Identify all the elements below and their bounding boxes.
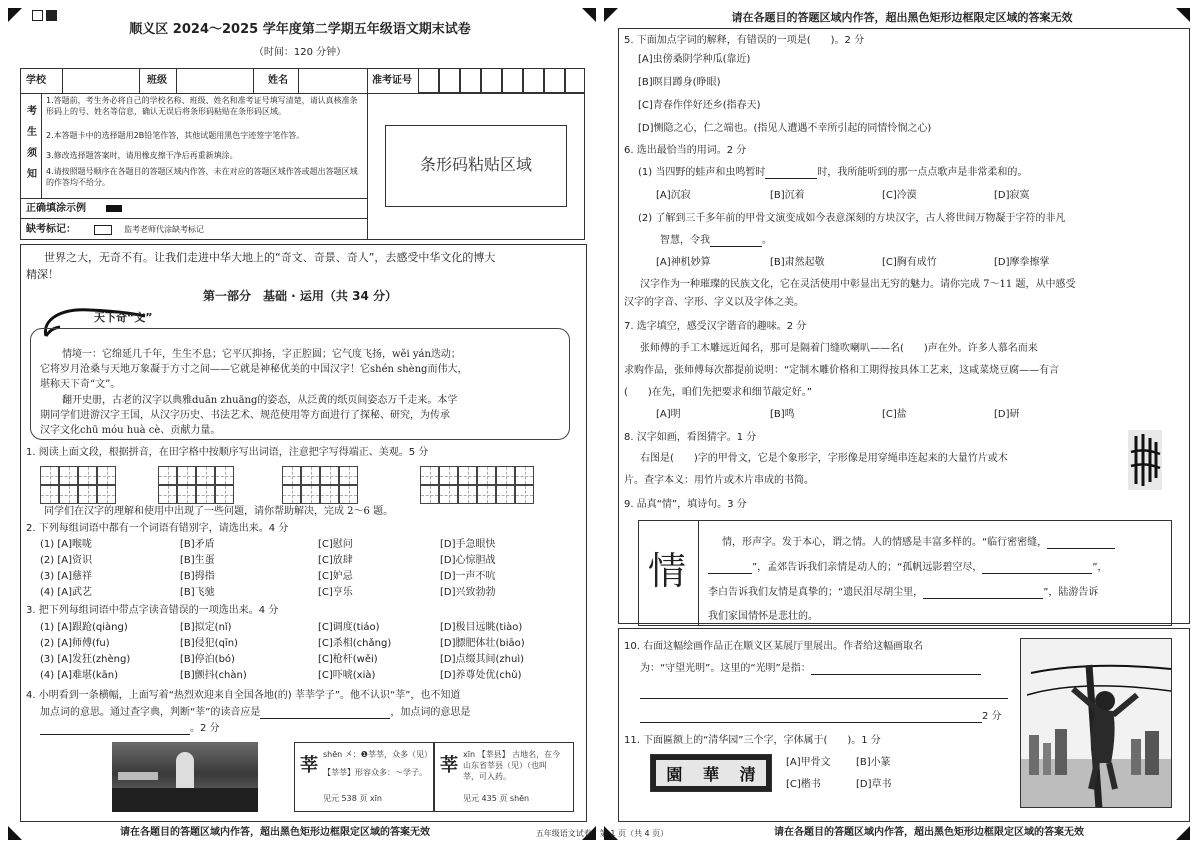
q3-opt-3d[interactable]: [D]点缀其间(zhuì) (440, 654, 525, 665)
q10-blank-2[interactable] (640, 698, 1008, 699)
dict-card-left (294, 742, 434, 812)
notice-2: 2.本答题卡中的选择题用2B铅笔作答，其他试题用黑色字迹签字笔作答。 (46, 131, 305, 140)
passage-line-5: 期同学们进游汉字王国，从汉字历史、书法艺术、规范使用等方面进行了探秘、研究，为传承 (40, 410, 450, 421)
q9-c: ”， (1092, 562, 1108, 573)
q2-opt-1a[interactable]: (1) [A]喉咙 (40, 539, 92, 550)
lineman-painting-icon (1021, 639, 1172, 808)
corner-mark-bottom-right (1176, 826, 1190, 840)
absent-checkbox[interactable] (94, 225, 112, 235)
class-field[interactable] (176, 68, 254, 93)
q2-opt-4a[interactable]: (4) [A]武艺 (40, 587, 92, 598)
dict-right-line-3: 莘，可入药。 (463, 772, 511, 781)
q10-blank-1[interactable] (811, 662, 981, 675)
notice-label-1: 考 (27, 106, 37, 117)
q4-line-2 (40, 706, 470, 719)
q9-blank-3[interactable] (923, 586, 1043, 599)
exam-time: （时间：120 分钟） (253, 47, 347, 58)
notice-3: 3.修改选择题答案时，请用橡皮擦干净后再重新填涂。 (46, 151, 238, 160)
q6-2-line-2: 智慧，令我 。 (660, 235, 772, 246)
dict-right-line-2: 山东省莘县（见）（也叫 (463, 761, 547, 770)
q2-opt-2b[interactable]: [B]生蛋 (180, 555, 215, 566)
q4-meaning-blank[interactable] (40, 722, 190, 735)
absent-note: 监考老师代涂缺考标记 (124, 225, 204, 234)
fill-example-mark (106, 205, 122, 212)
q2-opt-2d[interactable]: [D]心惊胆战 (440, 555, 496, 566)
transition-2-a: 汉字作为一种璀璨的民族文化，它在灵活使用中彰显出无穷的魅力。请你完成 7～11 题，从中感受 (640, 279, 1076, 290)
q6-2-blank[interactable] (710, 234, 762, 247)
q11-opt-a[interactable]: [A]甲骨文 (786, 757, 831, 768)
q11-opt-b[interactable]: [B]小篆 (856, 757, 891, 768)
q7-opt-a[interactable]: [A]明 (656, 409, 681, 420)
plaque-inner (656, 760, 766, 786)
passage-line-3: 堪称天下奇“文”。 (40, 379, 121, 390)
q10-line-1: 10. 右面这幅绘画作品正在顺义区某展厅里展出。作者给这幅画取名 (624, 641, 924, 652)
q9-blank-1[interactable] (1047, 536, 1115, 549)
q9-d: 李白告诉我们友情是真挚的；“遗民泪尽胡尘里， (708, 587, 924, 598)
q11-opt-c[interactable]: [C]楷书 (786, 779, 821, 790)
q7-opt-b[interactable]: [B]鸣 (770, 409, 795, 420)
q5-opt-c[interactable]: [C]青春作伴好还乡(指春天) (638, 100, 761, 111)
q2-opt-4c[interactable]: [C]亨乐 (318, 587, 353, 598)
q6-2-b: 智慧，令我 (660, 235, 710, 246)
q4-line-3 (40, 722, 220, 735)
dict-right-line-4: 见元 435 页 shēn (463, 794, 530, 803)
q9-blank-2[interactable] (982, 561, 1092, 574)
dict-left-line-2: 【莘莘】形容众多：～学子。 (323, 768, 427, 777)
dict-char-right: 莘 (440, 755, 458, 776)
q6-2-opt-a[interactable]: [A]神机妙算 (656, 257, 711, 268)
notice-1: 1.答题前，考生务必将自己的学校名称、班级、姓名和准考证号填写清楚，请认真核准条形码上的号、姓名等信息，确认无误后将条形码粘贴在条形码区域。 (46, 96, 358, 116)
q3-opt-4d[interactable]: [D]养尊处优(chǔ) (440, 670, 522, 681)
q2-opt-1c[interactable]: [C]慰问 (318, 539, 353, 550)
part1-heading: 第一部分 基础 · 运用（共 34 分） (203, 289, 397, 303)
dict-right-line-1: xīn 【莘县】 古地名，在今 (463, 750, 561, 759)
q4-reading-blank[interactable] (260, 706, 390, 719)
school-field[interactable] (62, 68, 140, 93)
q6-1-text (638, 166, 1027, 179)
q8-line-b: 片。查字本义：用竹片或木片串成的书简。 (624, 475, 814, 486)
notice-4: 4.请按照题号顺序在各题目的答题区域内作答，未在对应的答题区域作答或超出答题区域的作答均不给分。 (46, 167, 358, 187)
q9-line-1 (722, 536, 1115, 549)
q5-text: 5. 下面加点字词的解释，有错误的一项是( )。2 分 (624, 35, 865, 46)
transition-1: 同学们在汉字的理解和使用中出现了一些问题，请你帮助解决，完成 2～6 题。 (44, 506, 394, 517)
q3-opt-2b[interactable]: [B]侵犯(qīn) (180, 638, 238, 649)
info-row-divider (20, 93, 585, 94)
passage-line-1: 情境一：它绵延几千年，生生不息；它平仄抑扬，字正腔圆；它气度飞扬，wěi yán迭动； (62, 349, 461, 360)
plaque-image (650, 754, 772, 792)
q2-opt-4b[interactable]: [B]飞驰 (180, 587, 215, 598)
absent-row-divider (20, 218, 367, 219)
q3-opt-3a[interactable]: (3) [A]发狂(zhèng) (40, 654, 131, 665)
q5-opt-d[interactable]: [D]恻隐之心，仁之端也。(指见人遭遇不幸所引起的同情怜悯之心) (638, 123, 932, 134)
absent-label: 缺考标记： (26, 224, 76, 235)
q10-line-2 (640, 662, 981, 675)
q3-opt-1b[interactable]: [B]拟定(nǐ) (180, 622, 232, 633)
exam-title: 顺义区 2024～2025 学年度第二学期五年级语文期末试卷 (129, 22, 471, 37)
q3-opt-3b[interactable]: [B]停泊(bó) (180, 654, 235, 665)
plaque-char-2: 華 (702, 764, 719, 784)
plaque-char-1: 園 (666, 764, 683, 784)
barcode-area[interactable] (385, 125, 567, 207)
dict-left-line-3: 见元 538 页 xīn (323, 794, 382, 803)
passage-line-2: 它将岁月沧桑与天地万象凝于方寸之间——它就是神秘优美的中国汉字！它shén shèng而伟大， (40, 364, 468, 375)
q1-text: 1. 阅读上面文段，根据拼音，在田字格中按顺序写出词语，注意把字写得端正、美观。5 分 (26, 447, 429, 458)
transition-2-b: 汉字的字音、字形、字义以及字体之美。 (624, 297, 804, 308)
footer-left-notice: 请在各题目的答题区域内作答，超出黑色矩形边框限定区域的答案无效 (120, 827, 430, 838)
name-field[interactable] (298, 68, 368, 93)
q6-1-blank[interactable] (765, 166, 817, 179)
q10-blank-3[interactable] (640, 710, 982, 723)
q7-line-a: 张师傅的手工木雕远近闻名，那可是隔着门缝吹喇叭——名( )声在外。许多人慕名而来 (640, 343, 1038, 354)
q9-b: ”，孟郊告诉我们亲情是动人的；“孤帆远影碧空尽， (752, 562, 983, 573)
fill-row-divider (20, 198, 367, 199)
notice-label-3: 须 (27, 148, 37, 159)
q9-line-4: 我们家国情怀是悲壮的。 (708, 611, 818, 622)
q3-opt-2a[interactable]: (2) [A]师傅(fu) (40, 638, 110, 649)
painting-image (1020, 638, 1172, 808)
q4-score: 。2 分 (190, 723, 220, 734)
q3-opt-2d[interactable]: [D]膘肥体壮(biāo) (440, 638, 525, 649)
q5-opt-a[interactable]: [A]虫傍桑阴学种瓜(靠近) (638, 54, 751, 65)
q6-2-opt-b[interactable]: [B]肃然起敬 (770, 257, 825, 268)
exam-no-label: 准考证号 (372, 75, 412, 86)
q6-1-opt-a[interactable]: [A]沉寂 (656, 190, 691, 201)
q7-text: 7. 选字填空，感受汉字谐音的趣味。2 分 (624, 321, 807, 332)
q7-opt-d[interactable]: [D]研 (994, 409, 1020, 420)
q3-opt-1c[interactable]: [C]调度(tiáo) (318, 622, 380, 633)
passage-line-4: 翻开史册，古老的汉字以典雅duān zhuāng的姿态，从泛黄的纸页间姿态万千走来。本学 (62, 395, 458, 406)
q4-line-2b: ，加点词的意思是 (390, 707, 471, 718)
dict-char-left: 莘 (300, 755, 318, 776)
footer-page-info: 五年级语文试卷 第 1 页（共 4 页） (535, 829, 669, 838)
plaque-char-3: 清 (739, 764, 756, 784)
fill-example-label: 正确填涂示例 (26, 203, 86, 214)
class-label: 班级 (147, 75, 167, 86)
exam-no-cells[interactable] (418, 68, 585, 93)
q3-opt-1a[interactable]: (1) [A]跟跄(qiàng) (40, 622, 128, 633)
oracle-bone-glyph-icon (1128, 430, 1162, 490)
q6-1-b: 时，我所能听到的那一点点歌声是非常柔和的。 (817, 167, 1028, 178)
q3-opt-1d[interactable]: [D]极目远眺(tiào) (440, 622, 523, 633)
q9-e: ”，陆游告诉 (1043, 587, 1099, 598)
corner-mark-bottom-left (8, 826, 22, 840)
q6-1-opt-b[interactable]: [B]沉着 (770, 190, 805, 201)
q9-seal-char: 情 (648, 549, 687, 593)
q4-line-2a: 加点词的意思。通过查字典，判断“莘”的读音应是 (40, 707, 261, 718)
right-top-notice: 请在各题目的答题区域内作答，超出黑色矩形边框限定区域的答案无效 (731, 11, 1073, 24)
q9-line-3 (708, 586, 1098, 599)
q7-line-b: 求购作品，张师傅每次都提前说明：“定制木雕价格和工期得按具体工艺来，这咸菜烧豆腐——有言 (624, 365, 1060, 376)
q7-opt-c[interactable]: [C]盐 (882, 409, 907, 420)
q11-opt-d[interactable]: [D]草书 (856, 779, 892, 790)
q2-opt-3a[interactable]: (3) [A]慈祥 (40, 571, 92, 582)
q6-2-line-1: (2) 了解到三千多年前的甲骨文演变成如今表意深刻的方块汉字，古人将世间万物凝于字符的非凡 (638, 213, 1066, 224)
q3-opt-4a[interactable]: (4) [A]难堪(kān) (40, 670, 119, 681)
q2-opt-3b[interactable]: [B]拇指 (180, 571, 215, 582)
barcode-label: 条形码粘贴区域 (419, 155, 532, 174)
passage-line-6: 汉字文化chū móu huà cè、贡献力量。 (40, 425, 221, 436)
q2-opt-2a[interactable]: (2) [A]资识 (40, 555, 92, 566)
q3-text: 3. 把下列每组词语中带点字读音错误的一项选出来。4 分 (26, 605, 279, 616)
q10-line-3 (640, 710, 1002, 723)
school-label: 学校 (26, 75, 46, 86)
q9-divider (698, 520, 699, 626)
q3-opt-2c[interactable]: [C]杀相(chǎng) (318, 638, 392, 649)
notice-label-4: 知 (27, 169, 37, 180)
q6-1-a: (1) 当四野的蛙声和虫鸣暂时 (638, 167, 766, 178)
dict-card-right (434, 742, 574, 812)
q2-opt-4d[interactable]: [D]兴致勃勃 (440, 587, 496, 598)
q8-line-a: 右图是( )字的甲骨文，它是个象形字，字形像是用穿绳串连起来的大量竹片或木 (640, 453, 1008, 464)
q4-line-1: 4. 小明看到一条横幅，上面写着“热烈欢迎来自全国各地(的) 莘莘学子”。他不认识“莘”，也不知道 (26, 690, 461, 701)
q11-text: 11. 下面匾额上的“清华园”三个字，字体属于( )。1 分 (624, 735, 881, 746)
q2-opt-2c[interactable]: [C]放肆 (318, 555, 353, 566)
intro-line-2: 精深！ (26, 268, 59, 281)
intro-line-1: 世界之大，无奇不有。让我们走进中华大地上的“奇文、奇景、奇人”，去感受中华文化的博大 (44, 251, 496, 264)
q3-opt-4c[interactable]: [C]吓唬(xià) (318, 670, 376, 681)
q2-opt-3d[interactable]: [D]一声不吭 (440, 571, 496, 582)
q6-2-opt-d[interactable]: [D]摩拳擦掌 (994, 257, 1050, 268)
q6-2-opt-c[interactable]: [C]胸有成竹 (882, 257, 937, 268)
banner-photo (112, 742, 258, 812)
dict-left-line-1: shēn 㐅：❶莘莘，众多（见） (323, 750, 432, 759)
q2-opt-1b[interactable]: [B]矛盾 (180, 539, 215, 550)
q3-opt-3c[interactable]: [C]枪杆(wěi) (318, 654, 378, 665)
q6-1-opt-d[interactable]: [D]寂寞 (994, 190, 1030, 201)
section-tag: 天下奇“文” (94, 311, 153, 324)
q2-opt-1d[interactable]: [D]手急眼快 (440, 539, 496, 550)
q2-text: 2. 下列每组词语中都有一个词语有错别字，请选出来。4 分 (26, 523, 289, 534)
q5-opt-b[interactable]: [B]暝目蹲身(睁眼) (638, 77, 721, 88)
q9-blank-1b[interactable] (708, 561, 752, 574)
name-label: 姓名 (268, 75, 288, 86)
q7-line-c: ( )在先，咱们先把要求和细节敲定好。” (624, 387, 812, 398)
notice-label-2: 生 (27, 127, 37, 138)
q9-text: 9. 品真“情”，填诗句。3 分 (624, 499, 747, 510)
q9-line-2 (708, 561, 1108, 574)
footer-right-notice: 请在各题目的答题区域内作答，超出黑色矩形边框限定区域的答案无效 (774, 827, 1084, 838)
notice-right-border (367, 93, 368, 240)
q9-a: 情，形声字。发于本心，谓之情。人的情感是丰富多样的。“临行密密缝， (722, 537, 1048, 548)
q3-opt-4b[interactable]: [B]颤抖(chàn) (180, 670, 247, 681)
q8-text: 8. 汉字如画，看图猜字。1 分 (624, 432, 757, 443)
q10-score: 2 分 (982, 711, 1002, 722)
q6-1-opt-c[interactable]: [C]冷漠 (882, 190, 917, 201)
q6-text: 6. 选出最恰当的用词。2 分 (624, 145, 747, 156)
q2-opt-3c[interactable]: [C]妒忌 (318, 571, 353, 582)
q10-b: 为：“守望光明”。这里的“光明”是指： (640, 663, 811, 674)
